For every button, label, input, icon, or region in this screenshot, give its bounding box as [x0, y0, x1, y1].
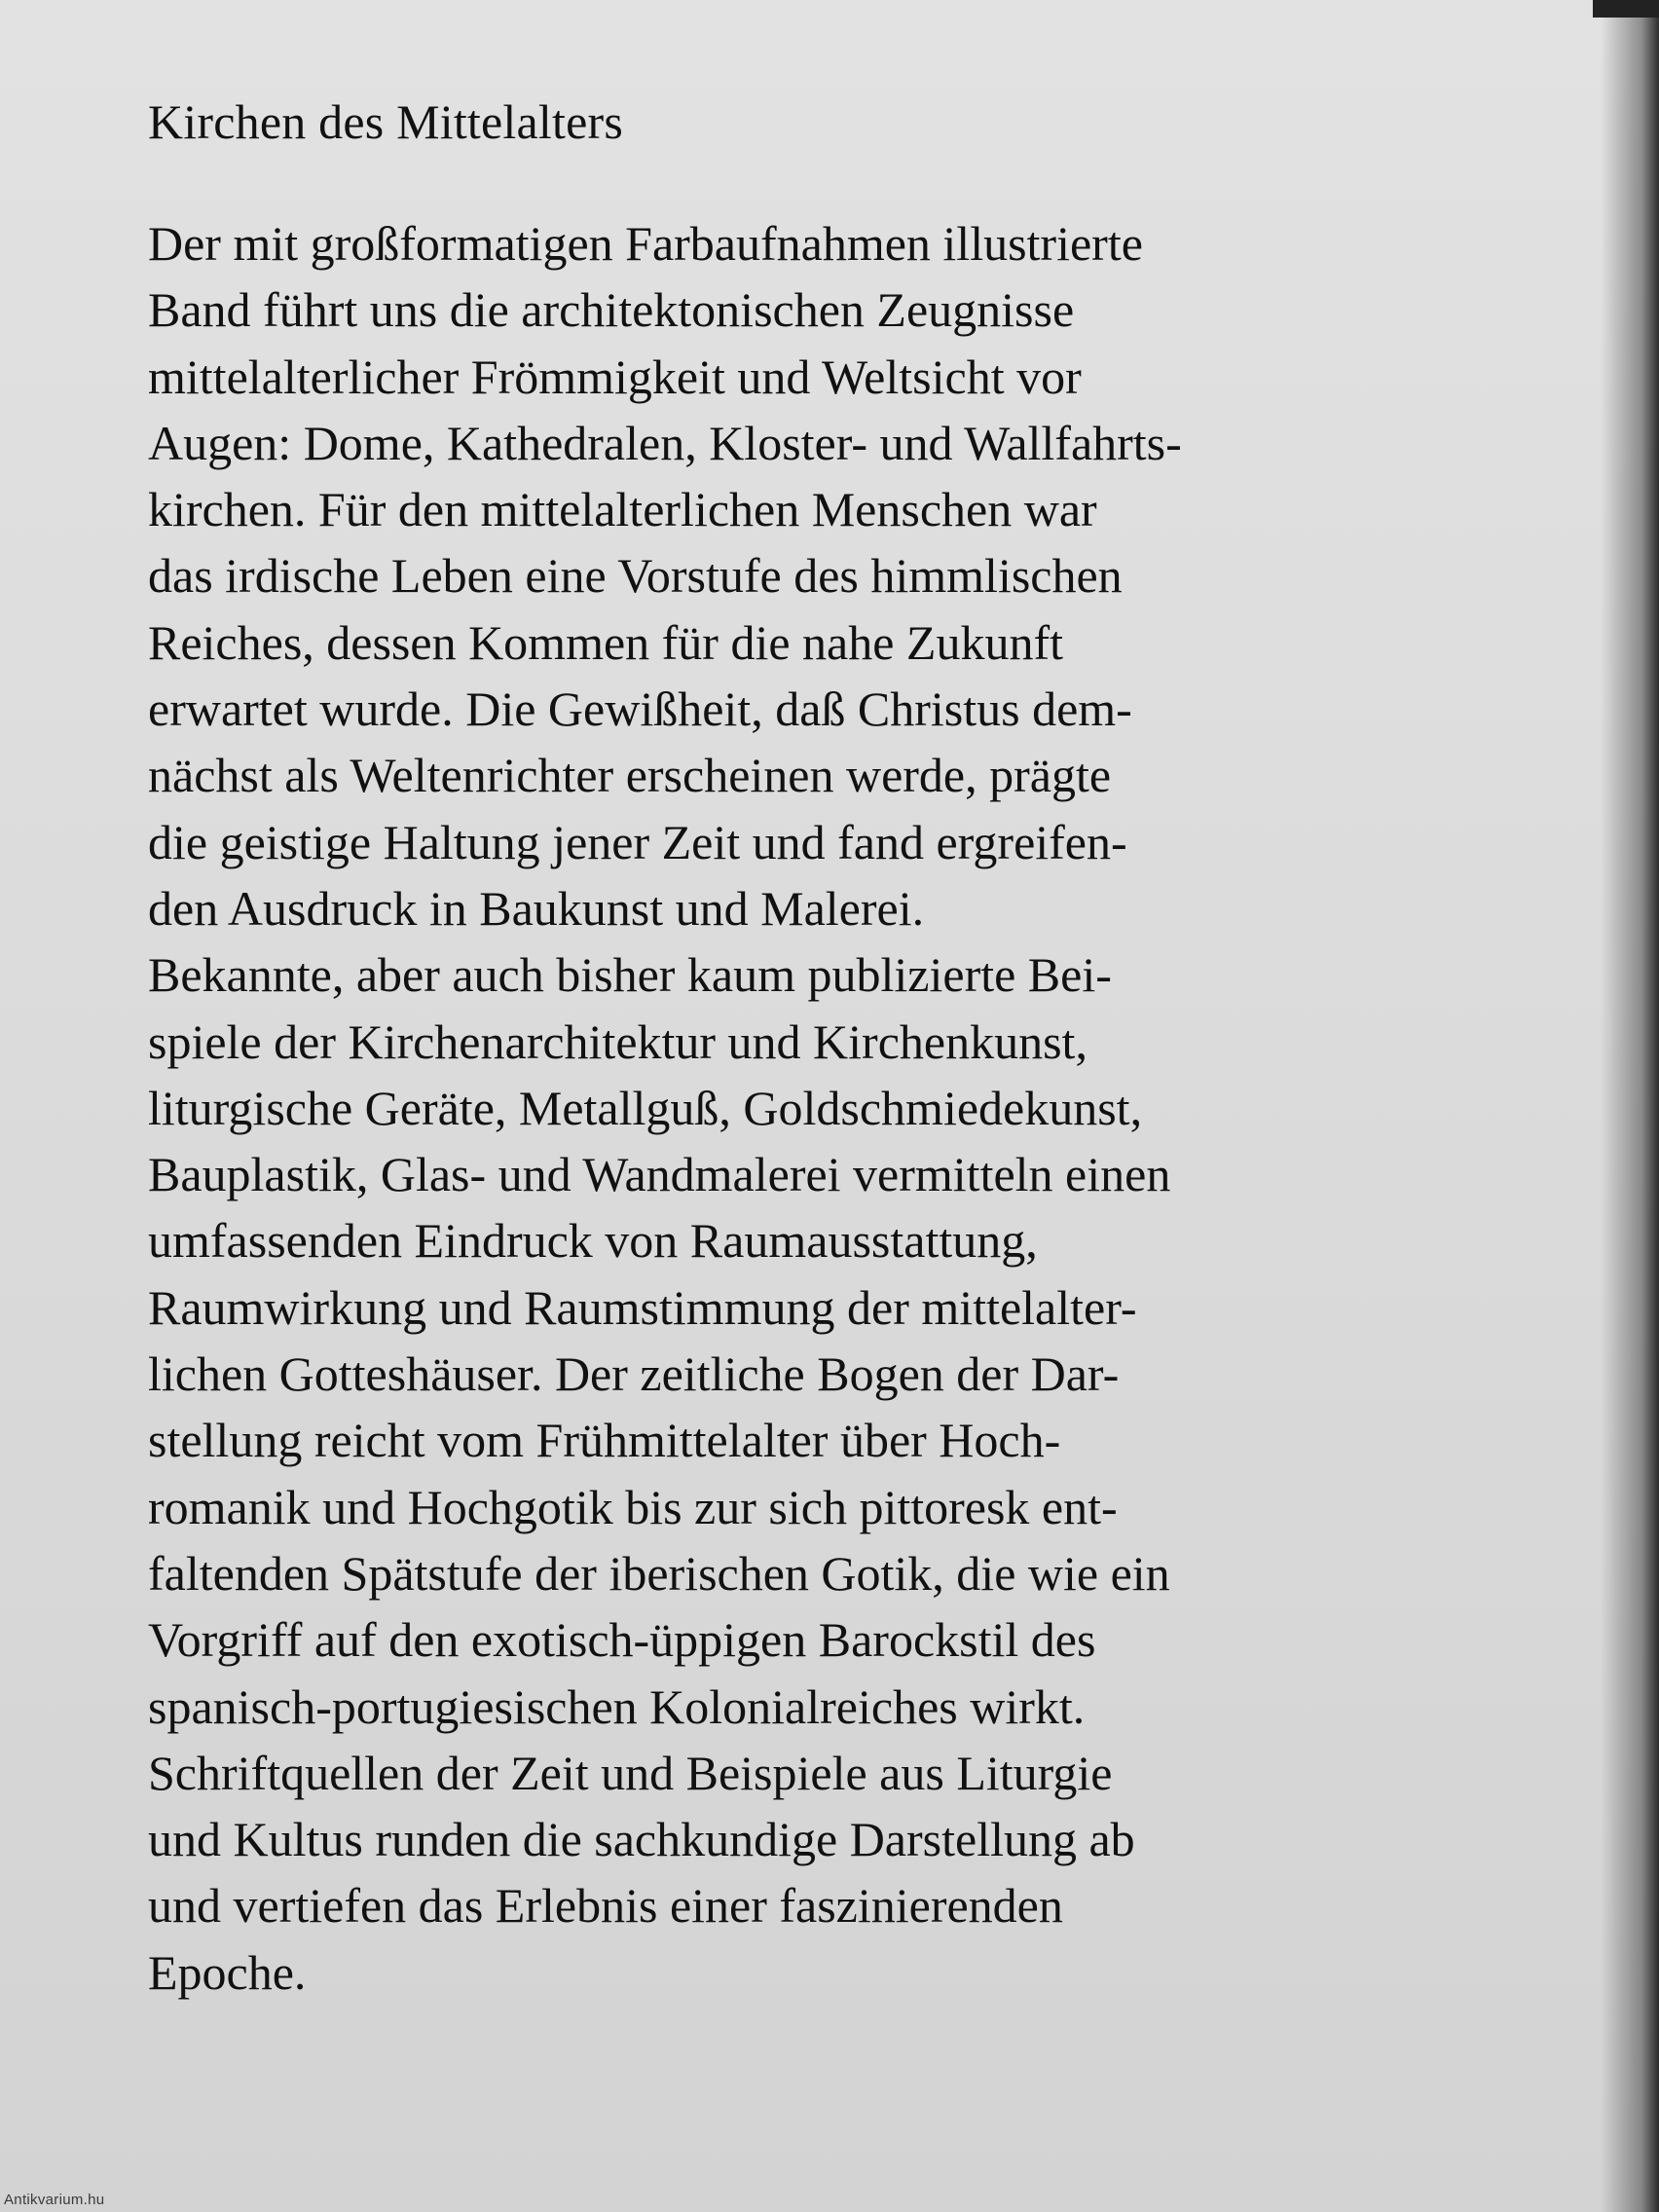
text-line: kirchen. Für den mittelalterlichen Menschen war — [148, 482, 1097, 537]
page-title: Kirchen des Mittelalters — [148, 94, 623, 149]
text-line: Epoche. — [148, 1944, 307, 2000]
text-line: romanik und Hochgotik bis zur sich pittoresk ent- — [148, 1479, 1118, 1534]
page-edge-shadow — [1601, 0, 1659, 2212]
body-text — [148, 210, 1182, 2006]
text-line: und Kultus runden die sachkundige Darstellung ab — [148, 1812, 1135, 1867]
text-line: nächst als Weltenrichter erscheinen werde, prägte — [148, 748, 1112, 803]
text-line: spiele der Kirchenarchitektur und Kirchenkunst, — [148, 1014, 1088, 1069]
text-line: Band führt uns die architektonischen Zeugnisse — [148, 282, 1075, 338]
watermark: Antikvarium.hu — [4, 2192, 105, 2208]
text-line: Bauplastik, Glas- und Wandmalerei vermitteln einen — [148, 1147, 1171, 1202]
text-line: die geistige Haltung jener Zeit und fand ergreifen- — [148, 814, 1127, 869]
text-line: spanisch-portugiesischen Kolonialreiches wirkt. — [148, 1678, 1086, 1734]
text-line: Schriftquellen der Zeit und Beispiele aus Liturgie — [148, 1745, 1113, 1800]
text-line: Reiches, dessen Kommen für die nahe Zukunft — [148, 614, 1064, 670]
text-line: den Ausdruck in Baukunst und Malerei. — [148, 880, 925, 936]
text-line: Augen: Dome, Kathedralen, Kloster- und Wallfahrts- — [148, 415, 1182, 470]
text-line: faltenden Spätstufe der iberischen Gotik, die wie ein — [148, 1545, 1170, 1601]
text-line: lichen Gotteshäuser. Der zeitliche Bogen der Dar- — [148, 1346, 1120, 1402]
text-line: Der mit großformatigen Farbaufnahmen illustrierte — [148, 216, 1143, 271]
text-line: und vertiefen das Erlebnis einer faszinierenden — [148, 1878, 1063, 1934]
text-line: erwartet wurde. Die Gewißheit, daß Christus dem- — [148, 682, 1132, 737]
text-line: umfassenden Eindruck von Raumausstattung, — [148, 1213, 1038, 1269]
corner-mark — [1593, 0, 1659, 18]
text-line: liturgische Geräte, Metallguß, Goldschmiedekunst, — [148, 1080, 1143, 1135]
text-line: Bekannte, aber auch bisher kaum publizierte Bei- — [148, 947, 1112, 1003]
text-line: Vorgriff auf den exotisch-üppigen Barockstil des — [148, 1612, 1096, 1668]
text-line: Raumwirkung und Raumstimmung der mittelalter- — [148, 1279, 1137, 1335]
text-line: stellung reicht vom Frühmittelalter über Hoch- — [148, 1413, 1061, 1468]
text-line: das irdische Leben eine Vorstufe des himmlischen — [148, 548, 1123, 604]
text-line: mittelalterlicher Frömmigkeit und Weltsicht vor — [148, 349, 1082, 404]
